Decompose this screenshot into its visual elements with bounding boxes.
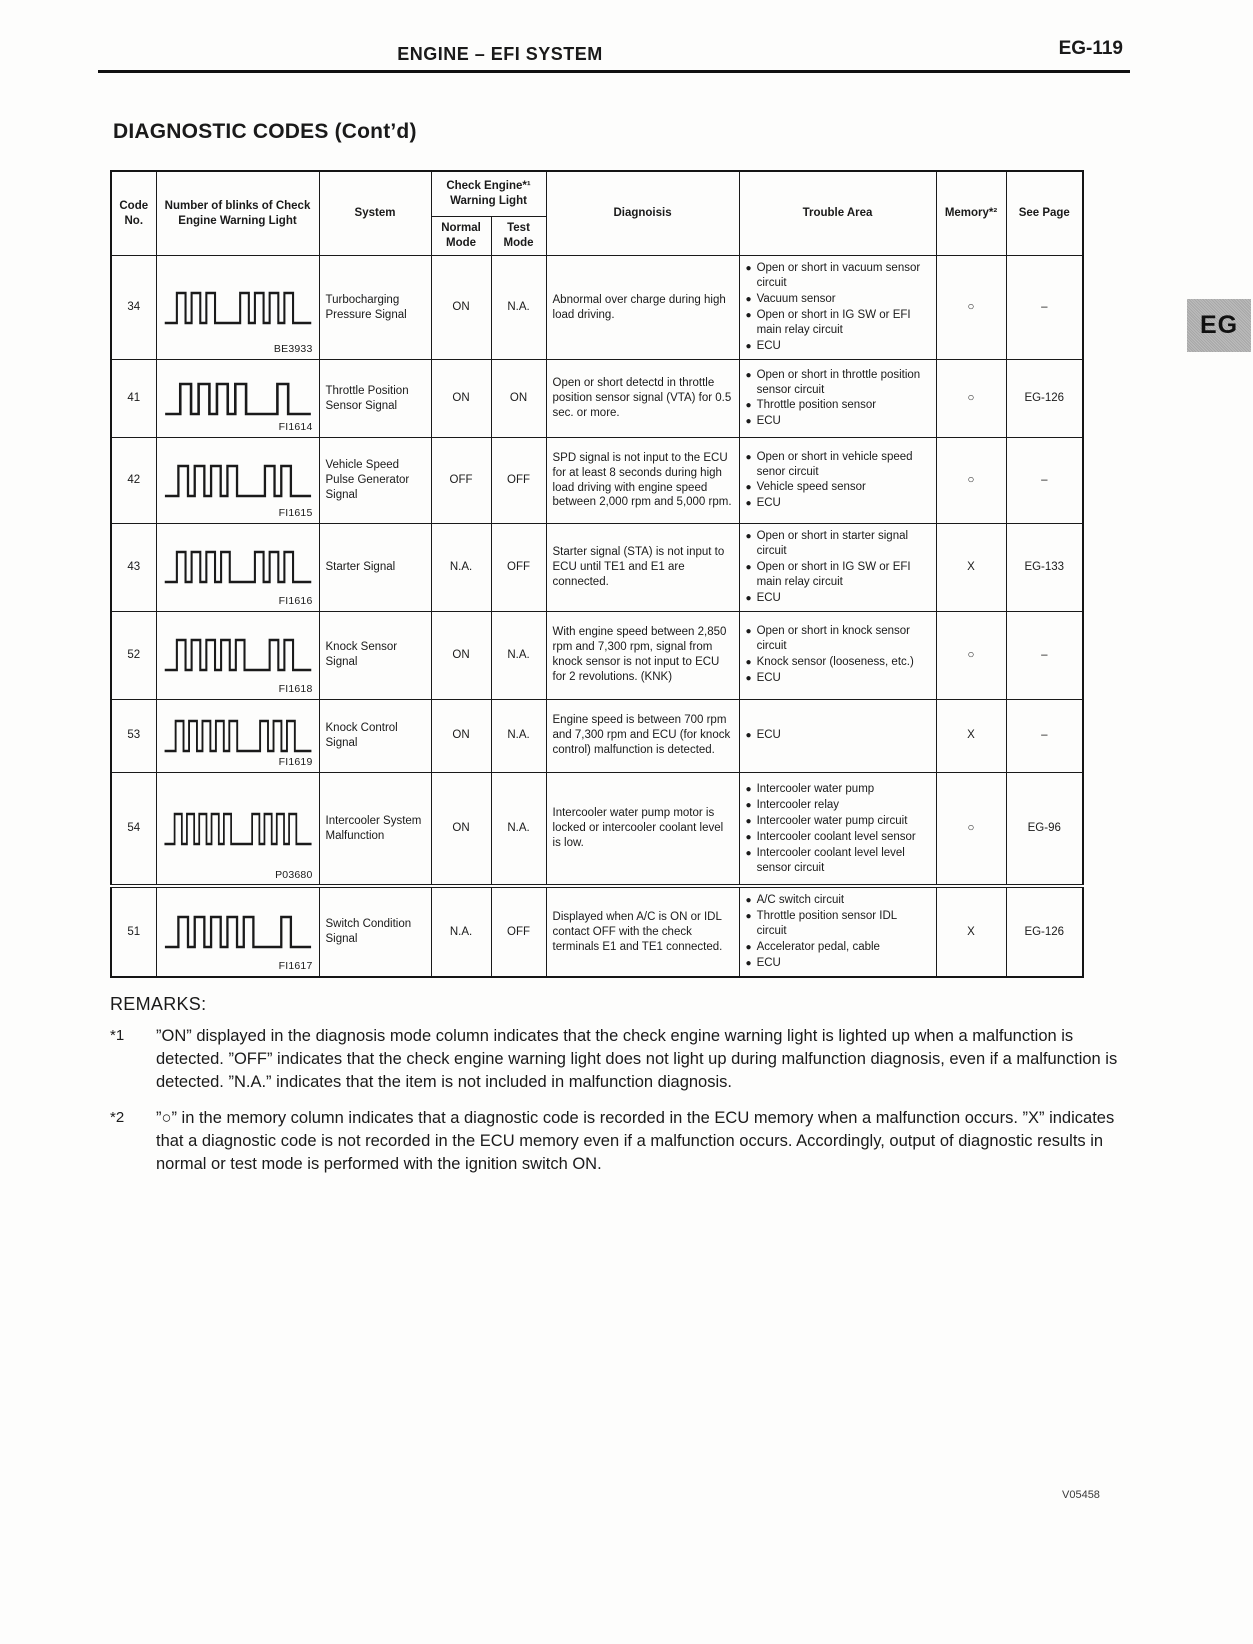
header-see-page: See Page xyxy=(1006,171,1083,256)
trouble-area-item xyxy=(746,480,930,495)
trouble-area-item xyxy=(746,529,930,559)
trouble-area-text: Intercooler water pump circuit xyxy=(756,814,908,827)
page-content xyxy=(110,120,1130,1190)
figure-label: P03680 xyxy=(275,868,313,881)
normal-mode-value: ON xyxy=(431,256,491,360)
trouble-area-text: Intercooler coolant level level sensor circuit xyxy=(756,846,905,874)
figure-label: FI1618 xyxy=(278,683,313,696)
bullet-icon: ● xyxy=(745,451,752,463)
test-mode-value: N.A. xyxy=(491,772,546,886)
section-tab-label: EG xyxy=(1199,311,1239,339)
memory-flag: X xyxy=(936,699,1006,772)
memory-flag: ○ xyxy=(936,438,1006,524)
normal-mode-value: ON xyxy=(431,772,491,886)
see-page-ref: – xyxy=(1006,256,1083,360)
trouble-area-text: Accelerator pedal, cable xyxy=(756,941,880,954)
trouble-area-text: ECU xyxy=(756,415,781,428)
trouble-area-text: ECU xyxy=(756,497,781,510)
test-mode-value: N.A. xyxy=(491,611,546,699)
trouble-area-item xyxy=(746,368,930,398)
trouble-area-item xyxy=(746,398,930,413)
page-title: DIAGNOSTIC CODES (Cont’d) xyxy=(113,120,417,143)
diagnosis-text: Engine speed is between 700 rpm and 7,300 rpm and ECU (for knock control) malfunction is detected. xyxy=(546,699,739,772)
blink-pattern-cell xyxy=(156,524,319,612)
table-row xyxy=(111,772,1083,886)
bullet-icon: ● xyxy=(745,831,752,843)
normal-mode-value: ON xyxy=(431,360,491,438)
trouble-area-item xyxy=(746,830,930,845)
blink-pattern-cell xyxy=(156,772,319,886)
system-name: Starter Signal xyxy=(319,524,431,612)
system-name: Turbocharging Pressure Signal xyxy=(319,256,431,360)
header-check-engine-group: Check Engine*¹ Warning Light xyxy=(431,171,546,217)
trouble-area-list xyxy=(739,524,936,612)
code-number: 51 xyxy=(111,886,156,977)
see-page-ref: EG-96 xyxy=(1006,772,1083,886)
test-mode-value: ON xyxy=(491,360,546,438)
trouble-area-text: ECU xyxy=(756,729,781,742)
trouble-area-item xyxy=(746,671,930,686)
trouble-area-text: Open or short in IG SW or EFI main relay circuit xyxy=(756,560,911,588)
trouble-area-item xyxy=(746,496,930,511)
trouble-area-item xyxy=(746,655,930,670)
blink-pattern-cell xyxy=(156,886,319,977)
normal-mode-value: OFF xyxy=(431,438,491,524)
bullet-icon: ● xyxy=(745,498,752,510)
header-diagnosis: Diagnoisis xyxy=(546,171,739,256)
remarks-section xyxy=(110,994,1122,1176)
trouble-area-item xyxy=(746,909,930,939)
table-row xyxy=(111,611,1083,699)
code-number: 41 xyxy=(111,360,156,438)
trouble-area-item xyxy=(746,292,930,307)
figure-label: BE3933 xyxy=(273,343,313,356)
trouble-area-text: Open or short in knock sensor circuit xyxy=(756,625,910,653)
trouble-area-text: ECU xyxy=(756,957,781,970)
test-mode-value: OFF xyxy=(491,886,546,977)
table-row xyxy=(111,524,1083,612)
bullet-icon: ● xyxy=(745,730,752,742)
diagnosis-text: Intercooler water pump motor is locked or intercooler coolant level is low. xyxy=(546,772,739,886)
code-number: 43 xyxy=(111,524,156,612)
see-page-ref: EG-126 xyxy=(1006,886,1083,977)
bullet-icon: ● xyxy=(745,626,752,638)
bullet-icon: ● xyxy=(745,340,752,352)
diagnosis-text: Starter signal (STA) is not input to ECU until TE1 and E1 are connected. xyxy=(546,524,739,612)
diagnosis-text: Open or short detectd in throttle position sensor signal (VTA) for 0.5 sec. or more. xyxy=(546,360,739,438)
bullet-icon: ● xyxy=(745,958,752,970)
diagnosis-text: Displayed when A/C is ON or IDL contact OFF with the check terminals E1 and TE1 connected. xyxy=(546,886,739,977)
trouble-area-text: Vacuum sensor xyxy=(756,293,836,305)
bullet-icon: ● xyxy=(745,294,752,305)
blink-pattern-waveform xyxy=(163,285,313,331)
code-number: 52 xyxy=(111,611,156,699)
header-test-mode: Test Mode xyxy=(491,217,546,256)
memory-flag: ○ xyxy=(936,360,1006,438)
system-name: Vehicle Speed Pulse Generator Signal xyxy=(319,438,431,524)
header-normal-mode: Normal Mode xyxy=(431,217,491,256)
trouble-area-list xyxy=(739,886,936,977)
blink-pattern-waveform xyxy=(163,632,313,678)
figure-label: FI1614 xyxy=(278,421,313,434)
normal-mode-value: N.A. xyxy=(431,524,491,612)
trouble-area-item xyxy=(746,339,930,354)
header-blinks: Number of blinks of Check Engine Warning Light xyxy=(156,171,319,256)
table-row xyxy=(111,256,1083,360)
table-row xyxy=(111,886,1083,977)
trouble-area-text: Throttle position sensor IDL circuit xyxy=(756,910,897,938)
normal-mode-value: ON xyxy=(431,611,491,699)
bullet-icon: ● xyxy=(745,799,752,811)
table-row xyxy=(111,699,1083,772)
blink-pattern-cell xyxy=(156,438,319,524)
trouble-area-text: Intercooler water pump xyxy=(756,782,875,795)
memory-flag: ○ xyxy=(936,256,1006,360)
bullet-icon: ● xyxy=(745,783,752,795)
system-name: Intercooler System Malfunction xyxy=(319,772,431,886)
trouble-area-item xyxy=(746,940,930,955)
bullet-icon: ● xyxy=(745,263,752,275)
blink-pattern-waveform xyxy=(163,806,313,852)
trouble-area-list xyxy=(739,772,936,886)
section-tab-eg xyxy=(1187,299,1251,352)
diagnostic-codes-table xyxy=(110,170,1084,978)
memory-flag: ○ xyxy=(936,611,1006,699)
bullet-icon: ● xyxy=(745,561,752,573)
remark-marker-2: *2 xyxy=(110,1109,125,1127)
trouble-area-text: Open or short in throttle position sensor circuit xyxy=(756,368,921,396)
blink-pattern-cell xyxy=(156,256,319,360)
bullet-icon: ● xyxy=(745,847,752,859)
bullet-icon: ● xyxy=(745,592,752,604)
bullet-icon: ● xyxy=(745,482,752,494)
trouble-area-text: Open or short in vehicle speed senor circuit xyxy=(756,450,913,478)
print-code: V05458 xyxy=(1062,1489,1100,1501)
see-page-ref: EG-126 xyxy=(1006,360,1083,438)
bullet-icon: ● xyxy=(745,531,752,542)
trouble-area-list xyxy=(739,256,936,360)
trouble-area-text: Throttle position sensor xyxy=(756,399,877,412)
trouble-area-item xyxy=(746,893,930,908)
trouble-area-text: Vehicle speed sensor xyxy=(756,481,866,494)
memory-flag: X xyxy=(936,886,1006,977)
trouble-area-text: Open or short in vacuum sensor circuit xyxy=(756,262,921,290)
blink-pattern-waveform xyxy=(163,909,313,955)
figure-label: FI1616 xyxy=(278,595,313,608)
trouble-area-item xyxy=(746,728,930,743)
trouble-area-text: Open or short in starter signal circuit xyxy=(756,530,909,557)
page-number: EG-119 xyxy=(1058,38,1123,59)
figure-label: FI1615 xyxy=(278,507,313,520)
diagnostic-table-body xyxy=(111,256,1083,978)
blink-pattern-waveform xyxy=(163,713,313,759)
figure-label: FI1617 xyxy=(278,960,313,973)
remarks-title: REMARKS: xyxy=(110,994,207,1015)
blink-pattern-waveform xyxy=(163,544,313,590)
bullet-icon: ● xyxy=(745,369,752,381)
normal-mode-value: N.A. xyxy=(431,886,491,977)
figure-label: FI1619 xyxy=(278,756,313,769)
diagnosis-text: Abnormal over charge during high load driving. xyxy=(546,256,739,360)
trouble-area-item xyxy=(746,846,930,876)
code-number: 53 xyxy=(111,699,156,772)
code-number: 42 xyxy=(111,438,156,524)
bullet-icon: ● xyxy=(745,657,752,669)
header-system: System xyxy=(319,171,431,256)
trouble-area-list xyxy=(739,438,936,524)
remark-text-1: ”ON” displayed in the diagnosis mode column indicates that the check engine warning light is lighted up when a malfunction is detected. ”OFF” indicates that the check engine warning light does not light up during malfunction diagnosis, even if a malfunction is detected. ”N.A.” indicates that the item is not included in malfunction diagnosis. xyxy=(156,1027,1118,1091)
trouble-area-text: ECU xyxy=(756,672,781,685)
trouble-area-item xyxy=(746,591,930,606)
table-row xyxy=(111,438,1083,524)
system-name: Throttle Position Sensor Signal xyxy=(319,360,431,438)
code-number: 34 xyxy=(111,256,156,360)
header-trouble-area: Trouble Area xyxy=(739,171,936,256)
trouble-area-list xyxy=(739,699,936,772)
trouble-area-item xyxy=(746,782,930,797)
trouble-area-item xyxy=(746,414,930,429)
trouble-area-item xyxy=(746,814,930,829)
header-rule xyxy=(98,70,1130,73)
blink-pattern-waveform xyxy=(163,458,313,504)
trouble-area-text: Intercooler coolant level sensor xyxy=(756,830,916,843)
remark-text-2: ”○” in the memory column indicates that a diagnostic code is recorded in the ECU memory when a malfunction occurs. ”X” indicates that a diagnostic code is not recorded in the ECU memory even if a malfunction occurs. Accordingly, output of diagnostic results in normal or test mode is performed with the ignition switch ON. xyxy=(156,1109,1115,1173)
bullet-icon: ● xyxy=(745,911,752,923)
bullet-icon: ● xyxy=(745,400,752,412)
trouble-area-list xyxy=(739,360,936,438)
remark-note-2 xyxy=(110,1107,1122,1175)
trouble-area-item xyxy=(746,308,930,338)
test-mode-value: N.A. xyxy=(491,699,546,772)
trouble-area-item xyxy=(746,560,930,590)
memory-flag: X xyxy=(936,524,1006,612)
header-code-no: Code No. xyxy=(111,171,156,256)
system-name: Knock Control Signal xyxy=(319,699,431,772)
trouble-area-item xyxy=(746,956,930,971)
trouble-area-item xyxy=(746,798,930,813)
bullet-icon: ● xyxy=(745,310,752,321)
memory-flag: ○ xyxy=(936,772,1006,886)
bullet-icon: ● xyxy=(745,673,752,685)
trouble-area-text: Intercooler relay xyxy=(756,798,840,811)
table-header xyxy=(111,171,1083,256)
test-mode-value: N.A. xyxy=(491,256,546,360)
bullet-icon: ● xyxy=(745,895,752,907)
test-mode-value: OFF xyxy=(491,438,546,524)
remark-marker-1: *1 xyxy=(110,1027,125,1045)
diagnosis-text: SPD signal is not input to the ECU for at least 8 seconds during high load driving with engine speed between 2,000 rpm and 5,000 rpm. xyxy=(546,438,739,524)
trouble-area-text: Knock sensor (looseness, etc.) xyxy=(756,656,914,669)
table-row xyxy=(111,360,1083,438)
system-name: Switch Condition Signal xyxy=(319,886,431,977)
trouble-area-item xyxy=(746,261,930,291)
see-page-ref: – xyxy=(1006,699,1083,772)
bullet-icon: ● xyxy=(745,416,752,428)
trouble-area-item xyxy=(746,450,930,480)
trouble-area-text: ECU xyxy=(756,591,781,604)
blink-pattern-cell xyxy=(156,699,319,772)
trouble-area-text: A/C switch circuit xyxy=(756,894,845,907)
trouble-area-text: Open or short in IG SW or EFI main relay circuit xyxy=(756,309,911,336)
code-number: 54 xyxy=(111,772,156,886)
test-mode-value: OFF xyxy=(491,524,546,612)
see-page-ref: – xyxy=(1006,438,1083,524)
bullet-icon: ● xyxy=(745,942,752,954)
see-page-ref: EG-133 xyxy=(1006,524,1083,612)
blink-pattern-cell xyxy=(156,360,319,438)
remark-note-1 xyxy=(110,1025,1122,1093)
system-name: Knock Sensor Signal xyxy=(319,611,431,699)
header-memory: Memory*² xyxy=(936,171,1006,256)
bullet-icon: ● xyxy=(745,815,752,827)
blink-pattern-cell xyxy=(156,611,319,699)
see-page-ref: – xyxy=(1006,611,1083,699)
trouble-area-item xyxy=(746,624,930,654)
blink-pattern-waveform xyxy=(163,376,313,422)
trouble-area-list xyxy=(739,611,936,699)
diagnosis-text: With engine speed between 2,850 rpm and 7,300 rpm, signal from knock sensor is not input to ECU for 2 revolutions. (KNK) xyxy=(546,611,739,699)
running-header: ENGINE – EFI SYSTEM xyxy=(397,44,603,64)
normal-mode-value: ON xyxy=(431,699,491,772)
trouble-area-text: ECU xyxy=(756,339,781,352)
